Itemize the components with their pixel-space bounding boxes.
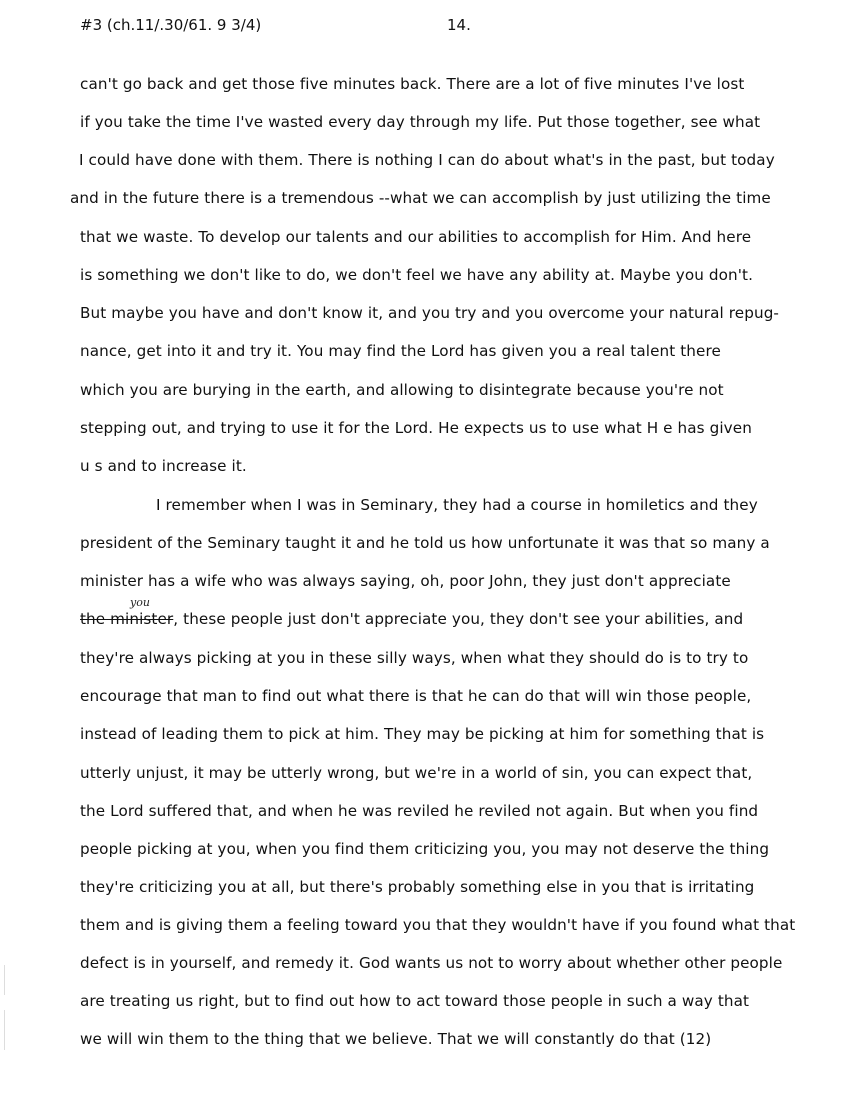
handwritten-annotation: you — [130, 596, 150, 609]
scan-margin-mark — [4, 965, 5, 995]
text-line: which you are burying in the earth, and allowing to disintegrate because you're not — [80, 381, 724, 399]
text-line: are treating us right, but to find out how to act toward those people in such a way that — [80, 992, 750, 1010]
text-line: defect is in yourself, and remedy it. God wants us not to worry about whether other people — [80, 954, 783, 972]
text-line: we will win them to the thing that we believe. That we will constantly do that (12) — [80, 1030, 712, 1048]
text-line: stepping out, and trying to use it for the Lord. He expects us to use what H e has given — [80, 419, 752, 437]
text-line: people picking at you, when you find them criticizing you, you may not deserve the thing — [80, 840, 770, 858]
scan-margin-mark — [4, 1010, 5, 1050]
text-line: is something we don't like to do, we don't feel we have any ability at. Maybe you don't. — [80, 266, 754, 284]
text-line: can't go back and get those five minutes back. There are a lot of five minutes I've lost — [80, 75, 745, 93]
text-line: I remember when I was in Seminary, they had a course in homiletics and they — [156, 496, 758, 514]
text-line-remainder: , these people just don't appreciate you, they don't see your abilities, and — [173, 610, 744, 628]
text-line: encourage that man to find out what there is that he can do that will win those people, — [80, 687, 752, 705]
text-line: and in the future there is a tremendous --what we can accomplish by just utilizing the time — [70, 189, 771, 207]
text-line: if you take the time I've wasted every day through my life. Put those together, see what — [80, 113, 761, 131]
text-line: But maybe you have and don't know it, and you try and you overcome your natural repug- — [80, 304, 780, 322]
text-line: the Lord suffered that, and when he was reviled he reviled not again. But when you find — [80, 802, 759, 820]
text-line: instead of leading them to pick at him. They may be picking at him for something that is — [80, 725, 765, 743]
text-line: nance, get into it and try it. You may find the Lord has given you a real talent there — [80, 342, 721, 360]
text-line: them and is giving them a feeling toward you that they wouldn't have if you found what that — [80, 916, 796, 934]
page-header-reference: #3 (ch.11/.30/61. 9 3/4) — [80, 16, 262, 34]
text-line: u s and to increase it. — [80, 457, 247, 475]
page-number: 14. — [447, 16, 471, 34]
text-line: they're criticizing you at all, but there's probably something else in you that is irritating — [80, 878, 755, 896]
struck-text: the minister — [80, 610, 174, 628]
text-line: president of the Seminary taught it and he told us how unfortunate it was that so many a — [80, 534, 770, 552]
text-line: they're always picking at you in these silly ways, when what they should do is to try to — [80, 649, 749, 667]
text-line: minister has a wife who was always saying, oh, poor John, they just don't appreciate — [80, 572, 731, 590]
text-line: I could have done with them. There is nothing I can do about what's in the past, but today — [79, 151, 775, 169]
text-line-with-strikethrough — [80, 610, 743, 628]
text-line: utterly unjust, it may be utterly wrong, but we're in a world of sin, you can expect that, — [80, 764, 753, 782]
text-line: that we waste. To develop our talents and our abilities to accomplish for Him. And here — [80, 228, 752, 246]
